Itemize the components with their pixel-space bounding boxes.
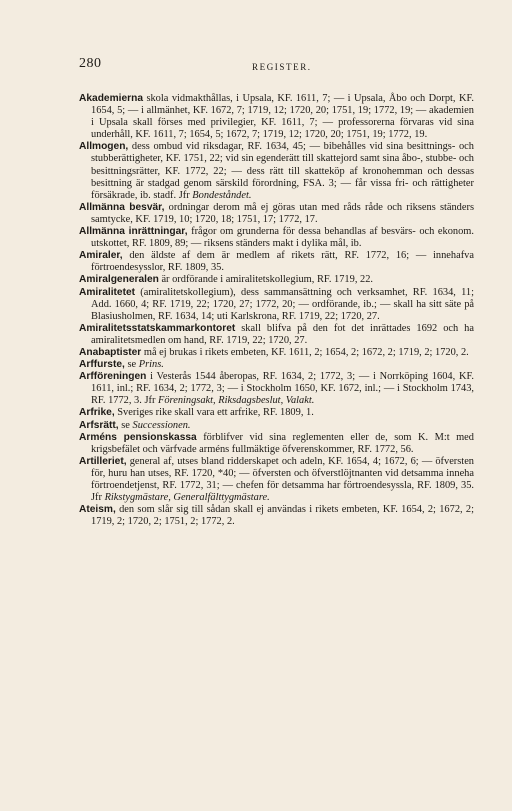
- entry-text: general af, utses bland ridderskapet och adeln, KF. 1654, 4; 1672, 6; — öfversten för, huru han utses, RF. 1720, *40; — öfversten och öfverstlöjtnanten vid detsamma inneha förtroendetjenst, RF. 1772, 31; — chefen för detsamma har förtroendesyssla, RF. 1809, 35. Jfr: [91, 455, 474, 504]
- register-entry: [79, 93, 474, 141]
- register-entry: [79, 359, 474, 371]
- register-entry: [79, 407, 474, 419]
- entry-headword: Arffurste,: [79, 359, 125, 371]
- entry-text: är ordförande i amiralitetskollegium, RF. 1719, 22.: [158, 274, 373, 286]
- entry-headword: Arfsrätt,: [79, 419, 119, 431]
- register-entry: [79, 274, 474, 286]
- entry-headword: Artilleriet,: [79, 455, 127, 467]
- entry-headword: Allmänna inrättningar,: [79, 226, 188, 238]
- entry-headword: Akademierna: [79, 93, 143, 104]
- entry-text: den äldste af dem är medlem af rikets rätt, RF. 1772, 16; — innehafva förtroendesysslor, RF. 1809, 35.: [91, 250, 474, 274]
- entry-text: (amiralitetskollegium), dess sammansättning och verksamhet, RF. 1634, 11; Add. 1660, 4; RF. 1719, 22; 1720, 27; 1772, 20; — ordförande, ib.; — skall ha sitt säte på Blasiusholmen, RF. 1634, 14; uti Karlskrona, RF. 1719, 22; 1720, 27.: [91, 286, 474, 322]
- register-entry: [79, 226, 474, 250]
- register-entry: [79, 371, 474, 407]
- entry-text: i Vesterås 1544 åberopas, RF. 1634, 2; 1772, 3; — i Norrköping 1604, KF. 1611, inl.; RF. 1634, 2; 1772, 3; — i Stockholm 1650, KF. 1672, inl.; — i Stockholm 1743, RF. 1772, 3. Jfr: [91, 371, 474, 407]
- running-head: REGISTER.: [252, 62, 312, 72]
- entry-see-reference: Prins.: [138, 359, 164, 371]
- entry-headword: Amiraler,: [79, 250, 123, 262]
- entry-headword: Anabaptister: [79, 346, 142, 358]
- register-entry: [79, 287, 474, 323]
- register-entries: [79, 93, 474, 528]
- page-number: 280: [79, 56, 102, 71]
- entry-headword: Arfrike,: [79, 407, 115, 419]
- register-entry: [79, 323, 474, 347]
- entry-see-reference: Rikstygmästare, Generalfälttygmästare.: [104, 492, 270, 504]
- entry-headword: Allmänna besvär,: [79, 201, 165, 213]
- register-entry: [79, 504, 474, 528]
- entry-headword: Ateism,: [79, 504, 116, 516]
- register-entry: [79, 347, 474, 359]
- entry-see-reference: Föreningsakt, Riksdagsbeslut, Valakt.: [158, 395, 315, 407]
- entry-headword: Arméns pensionskassa: [79, 431, 197, 443]
- entry-text: skall blifva på den fot det inrättades 1692 och ha amiralitetsmedlen om hand, RF. 1719, 22; 1720, 27.: [91, 322, 474, 346]
- entry-headword: Arfföreningen: [79, 371, 147, 383]
- register-entry: [79, 456, 474, 504]
- entry-headword: Amiralgeneralen: [79, 274, 159, 286]
- entry-text: frågor om grunderna för dessa behandlas af besvärs- och ekonom. utskottet, RF. 1809, 89; — riksens ständers makt i dylika mål, ib.: [91, 226, 474, 250]
- entry-headword: Allmogen,: [79, 141, 129, 153]
- register-entry: [79, 432, 474, 456]
- entry-see-reference: Successionen.: [132, 419, 191, 431]
- entry-see-reference: Bondeståndet.: [192, 189, 252, 201]
- entry-text: se: [124, 359, 139, 371]
- entry-text: dess ombud vid riksdagar, RF. 1634, 45; — bibehålles vid sina besittnings- och stubberättigheter, KF. 1751, 22; vid sin egenderätt till skattejord samt sina åbo-, stubbe- och besittningsrätter, KF. 1772, 22; — dess rätt till skatteköp af kronohemman och dessas besittning är stadgad genom särskild förordning, FSA. 3; — får vissa fri- och rättigheter försäkrade, ib. stadf. Jfr: [91, 141, 474, 201]
- entry-text: ordningar derom må ej göras utan med råds råde och riksens ständers samtycke, KF. 1719, 10; 1720, 18; 1751, 17; 1772, 17.: [91, 201, 474, 225]
- entry-text: se: [118, 419, 133, 431]
- register-entry: [79, 420, 474, 432]
- register-entry: [79, 141, 474, 201]
- entry-text: Sveriges rike skall vara ett arfrike, RF. 1809, 1.: [114, 407, 314, 419]
- register-entry: [79, 202, 474, 226]
- register-entry: [79, 250, 474, 274]
- entry-headword: Amiralitetet: [79, 286, 136, 298]
- entry-text: den som slår sig till sådan skall ej användas i rikets embeten, KF. 1654, 2; 1672, 2; 1719, 2; 1720, 2; 1751, 2; 1772, 2.: [91, 504, 474, 528]
- entry-text: förblifver vid sina reglementen eller de, som K. M:t med krigsbefälet och värfvade arméns fullmäktige öfverenskommer, RF. 1772, 56.: [91, 431, 474, 455]
- entry-text: skola vidmakthållas, i Upsala, KF. 1611, 7; — i Upsala, Åbo och Dorpt, KF. 1654, 5; — i allmänhet, KF. 1672, 7; 1719, 12; 1720, 20; 1751, 19; 1772, 19; — akademien i Upsala skall förses med privilegier, KF. 1611, 7; — professorerna förvaras vid sina underhåll, KF. 1611, 7; 1654, 5; 1672, 7; 1719, 12; 1720, 20; 1751, 19; 1772, 19.: [91, 93, 474, 141]
- entry-text: må ej brukas i rikets embeten, KF. 1611, 2; 1654, 2; 1672, 2; 1719, 2; 1720, 2.: [141, 346, 469, 358]
- entry-headword: Amiralitetsstatskammarkontoret: [79, 322, 236, 334]
